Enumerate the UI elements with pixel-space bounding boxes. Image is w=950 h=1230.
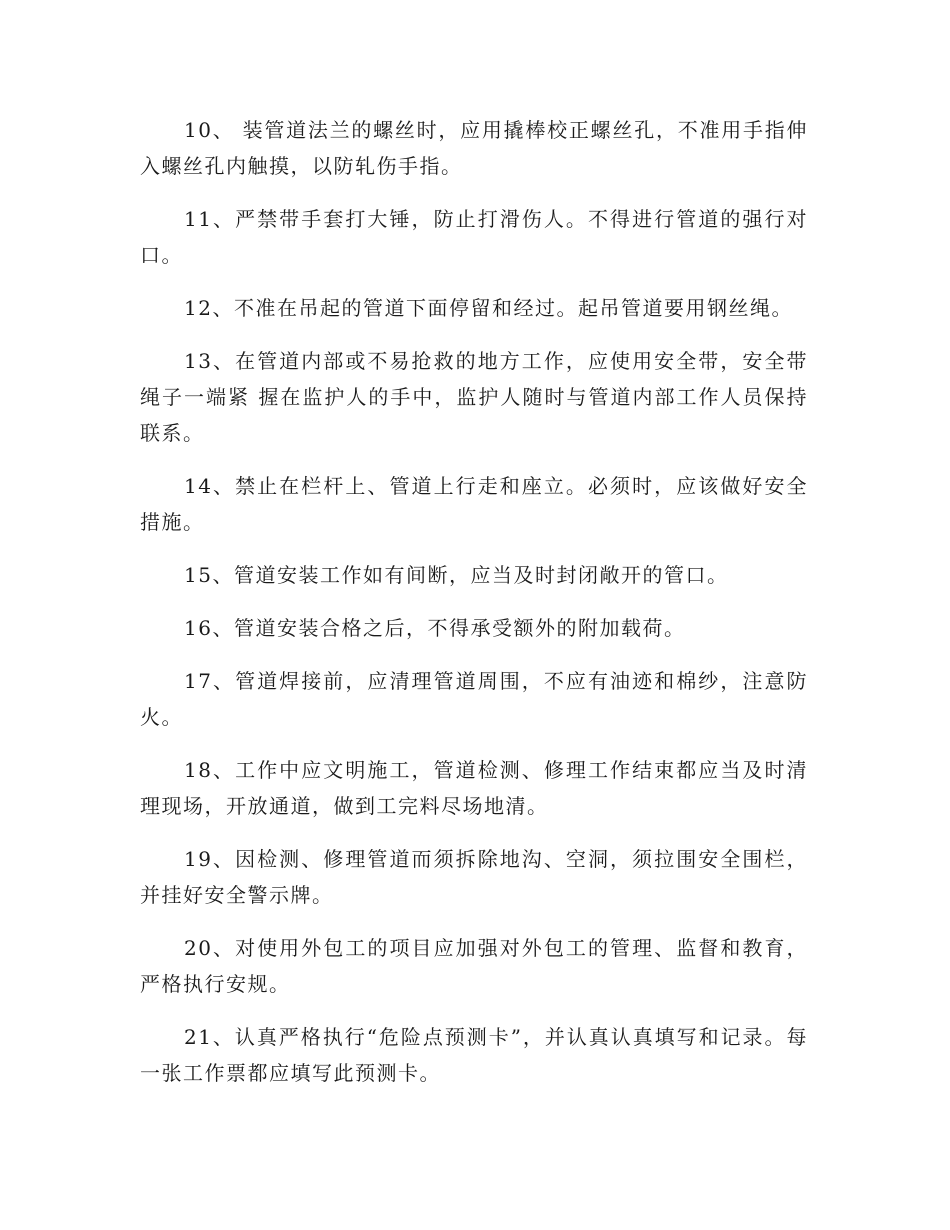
paragraph-19: 19、因检测、修理管道而须拆除地沟、空洞，须拉围安全围栏，并挂好安全警示牌。 (140, 847, 808, 907)
document-body (140, 112, 808, 1108)
paragraph-20: 20、对使用外包工的项目应加强对外包工的管理、监督和教育，严格执行安规。 (140, 936, 808, 996)
paragraph-12: 12、不准在吊起的管道下面停留和经过。起吊管道要用钢丝绳。 (184, 296, 793, 320)
paragraph-15: 15、管道安装工作如有间断，应当及时封闭敞开的管口。 (184, 563, 729, 587)
paragraph-16: 16、管道安装合格之后，不得承受额外的附加载荷。 (184, 616, 686, 640)
paragraph-13: 13、在管道内部或不易抢救的地方工作，应使用安全带，安全带绳子一端紧 握在监护人的手中，监护人随时与管道内部工作人员保持联系。 (140, 349, 808, 445)
paragraph-21: 21、认真严格执行“危险点预测卡”，并认真认真填写和记录。每一张工作票都应填写此预测卡。 (140, 1025, 808, 1085)
paragraph-14: 14、禁止在栏杆上、管道上行走和座立。必须时，应该做好安全措施。 (140, 474, 808, 534)
paragraph-11: 11、严禁带手套打大锤，防止打滑伤人。不得进行管道的强行对口。 (140, 207, 808, 267)
paragraph-10: 10、 装管道法兰的螺丝时，应用撬棒校正螺丝孔，不准用手指伸入螺丝孔内触摸，以防轧伤手指。 (140, 118, 808, 178)
paragraph-17: 17、管道焊接前，应清理管道周围，不应有油迹和棉纱，注意防火。 (140, 669, 808, 729)
paragraph-18: 18、工作中应文明施工，管道检测、修理工作结束都应当及时清理现场，开放通道，做到工完料尽场地清。 (140, 758, 808, 818)
